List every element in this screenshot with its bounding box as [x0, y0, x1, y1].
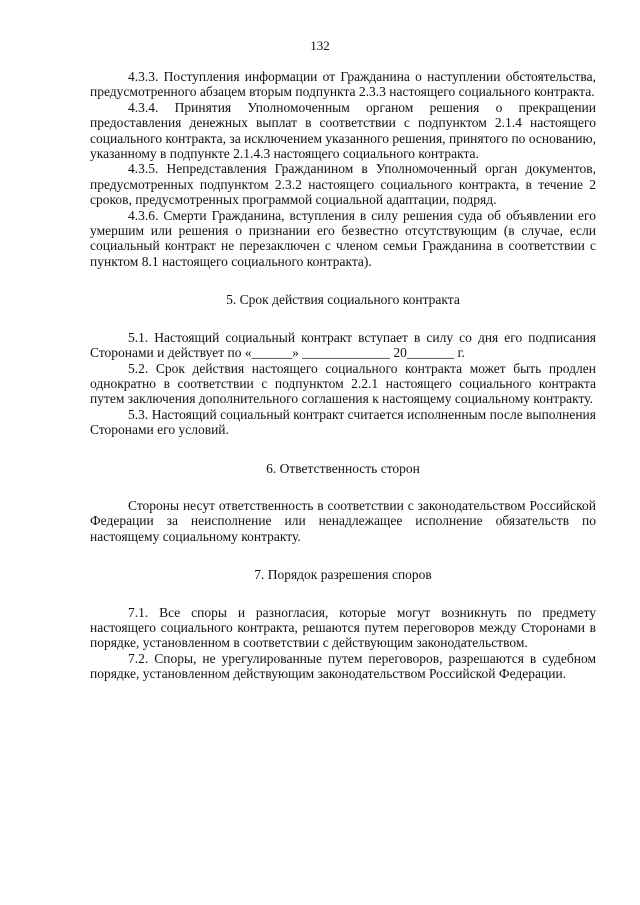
- section-6-heading: 6. Ответственность сторон: [266, 460, 420, 476]
- paragraph-5-1: 5.1. Настоящий социальный контракт вступает в силу со дня его подписания Сторонами и действует по «______» _____________ 20_______ г.: [90, 329, 596, 361]
- paragraph-7-2: 7.2. Споры, не урегулированные путем переговоров, разрешаются в судебном порядке, установленном действующим законодательством Российской Федерации.: [90, 650, 596, 682]
- section-5-heading: 5. Срок действия социального контракта: [226, 292, 460, 308]
- document-body: [90, 69, 596, 682]
- page-number: 132: [310, 38, 330, 53]
- paragraph-5-2: 5.2. Срок действия настоящего социального контракта может быть продлен однократно в соответствии с подпунктом 2.2.1 настоящего социального контракта путем заключения дополнительного соглашения к настоящему социальному контракту.: [90, 360, 596, 407]
- paragraph-5-3: 5.3. Настоящий социальный контракт считается исполненным после выполнения Сторонами его условий.: [90, 406, 596, 438]
- paragraph-7-1: 7.1. Все споры и разногласия, которые могут возникнуть по предмету настоящего социального контракта, решаются путем переговоров между Сторонами в порядке, установленном в соответствии с действующим законодательством.: [90, 604, 596, 651]
- paragraph-4-3-5: 4.3.5. Непредставления Гражданином в Уполномоченный орган документов, предусмотренных подпунктом 2.3.2 настоящего социального контракта, в течение 2 сроков, предусмотренных программой социальной адаптации, подряд.: [90, 161, 596, 208]
- paragraph-4-3-3: 4.3.3. Поступления информации от Гражданина о наступлении обстоятельства, предусмотренного абзацем вторым подпункта 2.3.3 настоящего социального контракта.: [90, 69, 596, 100]
- paragraph-4-3-6: 4.3.6. Смерти Гражданина, вступления в силу решения суда об объявлении его умершим или решения о признании его безвестно отсутствующим (в случае, если социальный контракт не перезаключен с членом семьи Гражданина в соответствии с пунктом 8.1 настоящего социального контракта).: [90, 207, 596, 269]
- section-7-heading: 7. Порядок разрешения споров: [254, 567, 432, 583]
- paragraph-6: Стороны несут ответственность в соответствии с законодательством Российской Федерации за неисполнение или ненадлежащее исполнение обязательств по настоящему социальному контракту.: [90, 497, 596, 544]
- paragraph-4-3-4: 4.3.4. Принятия Уполномоченным органом решения о прекращении предоставления денежных выплат в соответствии с подпунктом 2.1.4 настоящего социального контракта, за исключением указанного решения, принятого по основанию, указанному в подпункте 2.1.4.3 настоящего социального контракта.: [90, 99, 596, 162]
